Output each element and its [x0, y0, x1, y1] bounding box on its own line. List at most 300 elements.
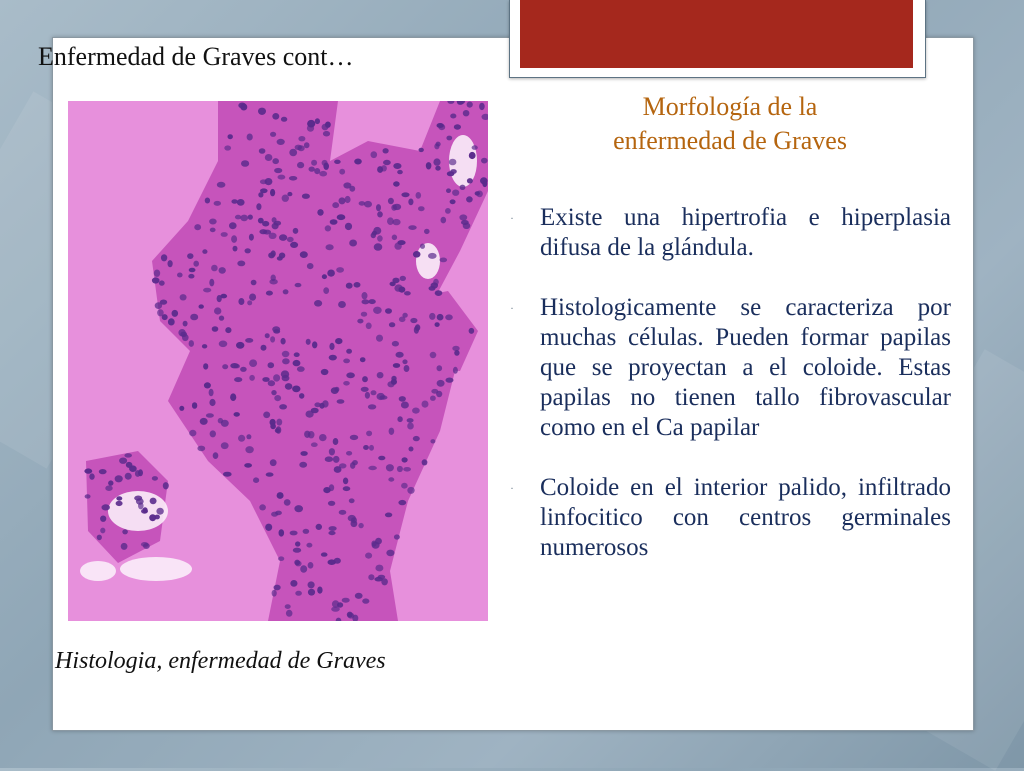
bullet-text: Coloide en el interior palido, infiltrado linfocitico con centros germinales numerosos: [540, 474, 951, 561]
cell-nucleus: [435, 166, 440, 171]
cell-nucleus: [224, 145, 231, 150]
cell-nucleus: [358, 523, 363, 528]
cell-nucleus: [364, 201, 372, 208]
cell-nucleus: [190, 314, 198, 321]
cell-nucleus: [294, 505, 303, 512]
cell-nucleus: [343, 486, 351, 491]
cell-nucleus: [336, 267, 344, 273]
cell-nucleus: [322, 274, 327, 279]
cell-nucleus: [266, 472, 274, 476]
cell-nucleus: [329, 355, 337, 361]
histology-micrograph: [68, 101, 488, 621]
cell-nucleus: [349, 240, 357, 247]
cell-nucleus: [188, 274, 194, 279]
cell-nucleus: [163, 482, 169, 489]
cell-nucleus: [436, 391, 442, 397]
cell-nucleus: [362, 598, 369, 603]
cell-nucleus: [268, 362, 275, 368]
cell-nucleus: [236, 342, 244, 349]
cell-nucleus: [450, 199, 456, 204]
cell-nucleus: [247, 134, 253, 141]
cell-nucleus: [263, 230, 271, 235]
cell-nucleus: [265, 524, 272, 531]
cell-nucleus: [237, 199, 245, 206]
cell-nucleus: [272, 223, 279, 230]
cell-nucleus: [279, 253, 285, 259]
cell-nucleus: [428, 253, 437, 259]
cell-nucleus: [393, 363, 400, 368]
cell-nucleus: [116, 501, 123, 506]
cell-nucleus: [346, 372, 355, 378]
cell-nucleus: [279, 529, 285, 536]
cell-nucleus: [295, 541, 300, 546]
cell-nucleus: [223, 472, 232, 477]
cell-nucleus: [355, 593, 363, 599]
cell-nucleus: [348, 613, 355, 619]
cell-nucleus: [412, 408, 420, 414]
cell-nucleus: [277, 492, 284, 499]
cell-nucleus: [397, 170, 403, 174]
cell-nucleus: [392, 278, 399, 284]
bullet-item: [508, 293, 951, 443]
cell-nucleus: [284, 499, 291, 506]
cell-nucleus: [329, 484, 334, 491]
cell-nucleus: [329, 343, 334, 350]
cell-nucleus: [253, 477, 259, 483]
cell-nucleus: [161, 254, 167, 261]
cell-nucleus: [197, 446, 205, 452]
cell-nucleus: [393, 181, 400, 186]
cell-nucleus: [331, 387, 339, 394]
cell-nucleus: [244, 463, 252, 468]
cell-nucleus: [317, 587, 322, 594]
cell-nucleus: [314, 402, 320, 407]
cell-nucleus: [125, 473, 132, 480]
cell-nucleus: [424, 229, 430, 234]
cell-nucleus: [430, 396, 436, 401]
cell-nucleus: [179, 406, 184, 411]
cell-nucleus: [298, 136, 305, 141]
cell-nucleus: [245, 338, 253, 343]
cell-nucleus: [388, 198, 394, 204]
cell-nucleus: [234, 377, 242, 382]
cell-nucleus: [429, 286, 436, 291]
cell-nucleus: [402, 457, 408, 462]
cell-nucleus: [328, 531, 335, 535]
cell-nucleus: [276, 419, 282, 426]
cell-nucleus: [102, 504, 110, 510]
cell-nucleus: [450, 114, 456, 119]
cell-nucleus: [285, 604, 291, 609]
cell-nucleus: [339, 510, 347, 515]
cell-nucleus: [281, 338, 286, 345]
cell-nucleus: [325, 456, 333, 462]
cell-nucleus: [177, 273, 183, 278]
cell-nucleus: [212, 326, 219, 332]
cell-nucleus: [339, 169, 345, 175]
cell-nucleus: [273, 329, 280, 333]
cell-nucleus: [308, 589, 315, 596]
cell-nucleus: [282, 351, 290, 357]
cell-nucleus: [304, 142, 310, 148]
cell-nucleus: [260, 188, 268, 193]
cell-nucleus: [333, 438, 339, 445]
cell-nucleus: [469, 152, 476, 159]
cell-nucleus: [371, 151, 378, 158]
cell-nucleus: [467, 102, 473, 108]
cell-nucleus: [476, 191, 483, 198]
cell-nucleus: [149, 514, 156, 521]
cell-nucleus: [300, 251, 308, 258]
cell-nucleus: [323, 287, 329, 294]
cell-nucleus: [289, 176, 297, 181]
cell-nucleus: [206, 413, 214, 418]
cell-nucleus: [258, 108, 266, 115]
cell-nucleus: [210, 430, 216, 437]
cell-nucleus: [377, 372, 384, 378]
cell-nucleus: [389, 428, 395, 435]
cell-nucleus: [220, 294, 227, 299]
cell-nucleus: [306, 543, 312, 548]
cell-nucleus: [446, 136, 452, 141]
bullet-item: [508, 473, 951, 563]
cell-nucleus: [199, 304, 204, 308]
cell-nucleus: [385, 513, 392, 518]
cell-nucleus: [268, 252, 275, 258]
cell-nucleus: [274, 585, 281, 591]
cell-nucleus: [337, 214, 346, 220]
cell-nucleus: [312, 341, 317, 348]
cell-nucleus: [238, 435, 245, 442]
bullet-marker-icon: ·: [510, 481, 514, 495]
cell-nucleus: [309, 167, 315, 172]
cell-nucleus: [100, 516, 106, 522]
cell-nucleus: [440, 258, 448, 263]
cell-nucleus: [230, 393, 236, 401]
cell-nucleus: [429, 313, 435, 320]
cell-nucleus: [204, 382, 211, 388]
cell-nucleus: [304, 431, 310, 438]
cell-nucleus: [281, 370, 289, 378]
cell-nucleus: [245, 248, 251, 253]
cell-nucleus: [413, 436, 420, 441]
cell-nucleus: [346, 349, 352, 354]
cell-nucleus: [152, 476, 158, 481]
cell-nucleus: [89, 473, 94, 479]
cell-nucleus: [420, 244, 425, 249]
cell-nucleus: [342, 598, 350, 603]
cell-nucleus: [321, 552, 328, 556]
cell-nucleus: [339, 197, 346, 204]
cell-nucleus: [189, 268, 196, 273]
cell-nucleus: [100, 528, 105, 534]
cell-nucleus: [404, 365, 410, 372]
cell-nucleus: [105, 485, 112, 491]
cell-nucleus: [219, 341, 228, 348]
bullet-marker-icon: ·: [510, 301, 514, 315]
cell-nucleus: [293, 228, 299, 234]
cell-nucleus: [270, 423, 276, 429]
cell-nucleus: [327, 270, 335, 277]
cell-nucleus: [245, 446, 253, 453]
cell-nucleus: [454, 124, 461, 129]
cell-nucleus: [459, 214, 467, 220]
cell-nucleus: [368, 299, 375, 304]
cell-nucleus: [400, 276, 406, 281]
cell-nucleus: [394, 534, 400, 539]
cell-nucleus: [205, 198, 210, 204]
cell-nucleus: [357, 319, 363, 324]
cell-nucleus: [368, 404, 376, 409]
cell-nucleus: [410, 318, 417, 323]
cell-nucleus: [446, 378, 454, 383]
cell-nucleus: [360, 357, 366, 362]
cell-nucleus: [482, 180, 487, 187]
cell-nucleus: [328, 501, 335, 506]
cell-nucleus: [247, 300, 252, 305]
cell-nucleus: [362, 299, 370, 304]
cell-nucleus: [343, 182, 351, 188]
cell-nucleus: [172, 310, 179, 317]
cell-nucleus: [300, 565, 307, 572]
cell-nucleus: [365, 392, 370, 399]
cell-nucleus: [311, 442, 318, 447]
cell-nucleus: [99, 469, 107, 474]
cell-nucleus: [154, 270, 160, 277]
cell-nucleus: [363, 445, 369, 450]
cell-nucleus: [289, 149, 297, 156]
cell-nucleus: [192, 402, 197, 409]
cell-nucleus: [377, 393, 385, 400]
cell-nucleus: [233, 246, 238, 252]
cell-nucleus: [323, 163, 329, 170]
cell-nucleus: [401, 192, 409, 197]
cell-nucleus: [383, 160, 391, 165]
cell-nucleus: [323, 131, 330, 137]
cell-nucleus: [311, 408, 319, 414]
cell-nucleus: [407, 418, 414, 423]
cell-nucleus: [297, 366, 305, 372]
cell-nucleus: [408, 225, 416, 230]
cell-nucleus: [214, 307, 221, 314]
cell-nucleus: [366, 431, 372, 437]
cell-nucleus: [368, 466, 377, 470]
cell-nucleus: [332, 202, 339, 208]
cell-nucleus: [316, 524, 322, 530]
cell-nucleus: [438, 124, 445, 130]
cell-nucleus: [189, 340, 194, 347]
cell-nucleus: [234, 412, 240, 417]
cell-nucleus: [397, 240, 405, 245]
cell-nucleus: [383, 148, 389, 153]
cell-nucleus: [116, 496, 122, 500]
cell-nucleus: [391, 204, 397, 210]
cell-nucleus: [295, 283, 302, 287]
cell-nucleus: [371, 390, 377, 395]
cell-nucleus: [269, 279, 277, 285]
cell-nucleus: [230, 363, 239, 368]
cell-nucleus: [209, 219, 217, 225]
cell-nucleus: [422, 459, 428, 465]
cell-nucleus: [401, 402, 409, 409]
cell-nucleus: [237, 261, 245, 267]
cell-nucleus: [265, 333, 270, 338]
cell-nucleus: [214, 201, 221, 206]
cell-nucleus: [362, 376, 368, 382]
bullet-text: Existe una hipertrofia e hiperplasia difusa de la glándula.: [540, 204, 951, 261]
cell-nucleus: [281, 117, 287, 122]
cell-nucleus: [241, 160, 249, 167]
cell-nucleus: [460, 185, 466, 190]
cell-nucleus: [203, 363, 208, 369]
cell-nucleus: [273, 374, 280, 381]
cell-nucleus: [115, 475, 123, 482]
cell-nucleus: [275, 428, 280, 433]
cell-nucleus: [467, 178, 473, 183]
cell-nucleus: [219, 316, 224, 321]
cell-nucleus: [279, 234, 287, 241]
cell-nucleus: [272, 158, 279, 164]
cell-nucleus: [285, 383, 293, 390]
cell-nucleus: [333, 456, 340, 463]
cell-nucleus: [433, 279, 439, 285]
cell-nucleus: [399, 396, 406, 402]
cell-nucleus: [141, 542, 149, 547]
cell-nucleus: [472, 145, 478, 150]
cell-nucleus: [378, 575, 386, 579]
cell-nucleus: [293, 548, 301, 553]
cell-nucleus: [282, 358, 290, 364]
cell-nucleus: [287, 237, 294, 242]
cell-nucleus: [434, 143, 439, 149]
cell-nucleus: [251, 280, 257, 286]
slide-header-title: Enfermedad de Graves cont…: [38, 42, 354, 71]
cell-nucleus: [302, 194, 310, 199]
cell-nucleus: [265, 178, 273, 185]
cell-nucleus: [449, 159, 457, 166]
cell-nucleus: [469, 328, 475, 334]
cell-nucleus: [315, 118, 320, 124]
cell-nucleus: [292, 386, 300, 393]
cell-nucleus: [447, 171, 455, 176]
cell-nucleus: [229, 222, 237, 229]
cell-nucleus: [248, 215, 253, 220]
cell-nucleus: [85, 494, 91, 498]
cell-nucleus: [354, 159, 362, 165]
cell-nucleus: [369, 445, 374, 451]
cell-nucleus: [307, 263, 314, 269]
cell-nucleus: [387, 381, 394, 387]
cell-nucleus: [278, 556, 284, 561]
cell-nucleus: [249, 375, 255, 381]
cell-nucleus: [202, 249, 207, 254]
cell-nucleus: [210, 228, 216, 233]
cell-nucleus: [377, 211, 383, 217]
histology-image: [68, 101, 488, 621]
cell-nucleus: [159, 280, 165, 285]
cell-nucleus: [277, 139, 285, 145]
cell-nucleus: [268, 380, 275, 386]
cell-nucleus: [343, 359, 350, 364]
cell-nucleus: [362, 292, 368, 299]
cell-nucleus: [272, 217, 277, 223]
cell-nucleus: [308, 562, 314, 569]
cell-nucleus: [299, 462, 307, 468]
cell-nucleus: [354, 282, 361, 288]
cell-nucleus: [437, 380, 445, 387]
cell-nucleus: [259, 504, 266, 510]
cell-nucleus: [290, 242, 298, 248]
cell-nucleus: [392, 219, 400, 225]
cell-nucleus: [330, 219, 338, 225]
cell-nucleus: [373, 227, 381, 235]
cell-nucleus: [168, 260, 173, 267]
cell-nucleus: [261, 345, 267, 351]
cell-nucleus: [270, 189, 275, 196]
cell-nucleus: [168, 318, 175, 325]
cell-nucleus: [419, 148, 424, 152]
cell-nucleus: [298, 145, 305, 151]
cell-nucleus: [446, 188, 451, 193]
cell-nucleus: [334, 160, 341, 164]
cell-nucleus: [325, 122, 331, 128]
cell-nucleus: [295, 591, 302, 596]
cell-nucleus: [409, 447, 414, 452]
cell-nucleus: [397, 416, 402, 422]
bullet-marker-icon: ·: [510, 211, 514, 225]
cell-nucleus: [393, 163, 401, 169]
cell-nucleus: [365, 553, 372, 559]
cell-nucleus: [221, 442, 229, 449]
cell-nucleus: [217, 182, 226, 188]
cell-nucleus: [240, 104, 247, 111]
cell-nucleus: [407, 487, 414, 494]
cell-nucleus: [202, 344, 207, 348]
cell-nucleus: [325, 225, 331, 231]
cell-nucleus: [122, 529, 128, 534]
cell-nucleus: [274, 395, 281, 401]
cell-nucleus: [294, 352, 300, 357]
cell-nucleus: [189, 430, 196, 437]
cell-nucleus: [274, 168, 282, 173]
cell-nucleus: [329, 526, 337, 531]
cell-nucleus: [394, 284, 402, 291]
cell-nucleus: [375, 565, 383, 572]
cell-nucleus: [294, 560, 300, 566]
cell-nucleus: [481, 158, 488, 164]
cell-nucleus: [402, 359, 407, 364]
cell-nucleus: [263, 412, 270, 419]
cell-nucleus: [348, 515, 356, 522]
cell-nucleus: [435, 322, 440, 327]
cell-nucleus: [246, 434, 251, 439]
cell-nucleus: [361, 312, 367, 317]
cell-nucleus: [222, 364, 228, 369]
cell-nucleus: [466, 196, 473, 202]
cell-nucleus: [249, 234, 254, 241]
cell-nucleus: [321, 369, 329, 375]
cell-nucleus: [270, 132, 276, 137]
cell-nucleus: [209, 279, 214, 287]
cell-nucleus: [397, 466, 403, 472]
cell-nucleus: [290, 580, 297, 587]
cell-nucleus: [200, 418, 208, 425]
cell-nucleus: [453, 367, 458, 374]
cell-nucleus: [376, 204, 381, 211]
cell-nucleus: [386, 464, 394, 471]
cell-nucleus: [311, 160, 317, 166]
cell-nucleus: [374, 243, 383, 250]
